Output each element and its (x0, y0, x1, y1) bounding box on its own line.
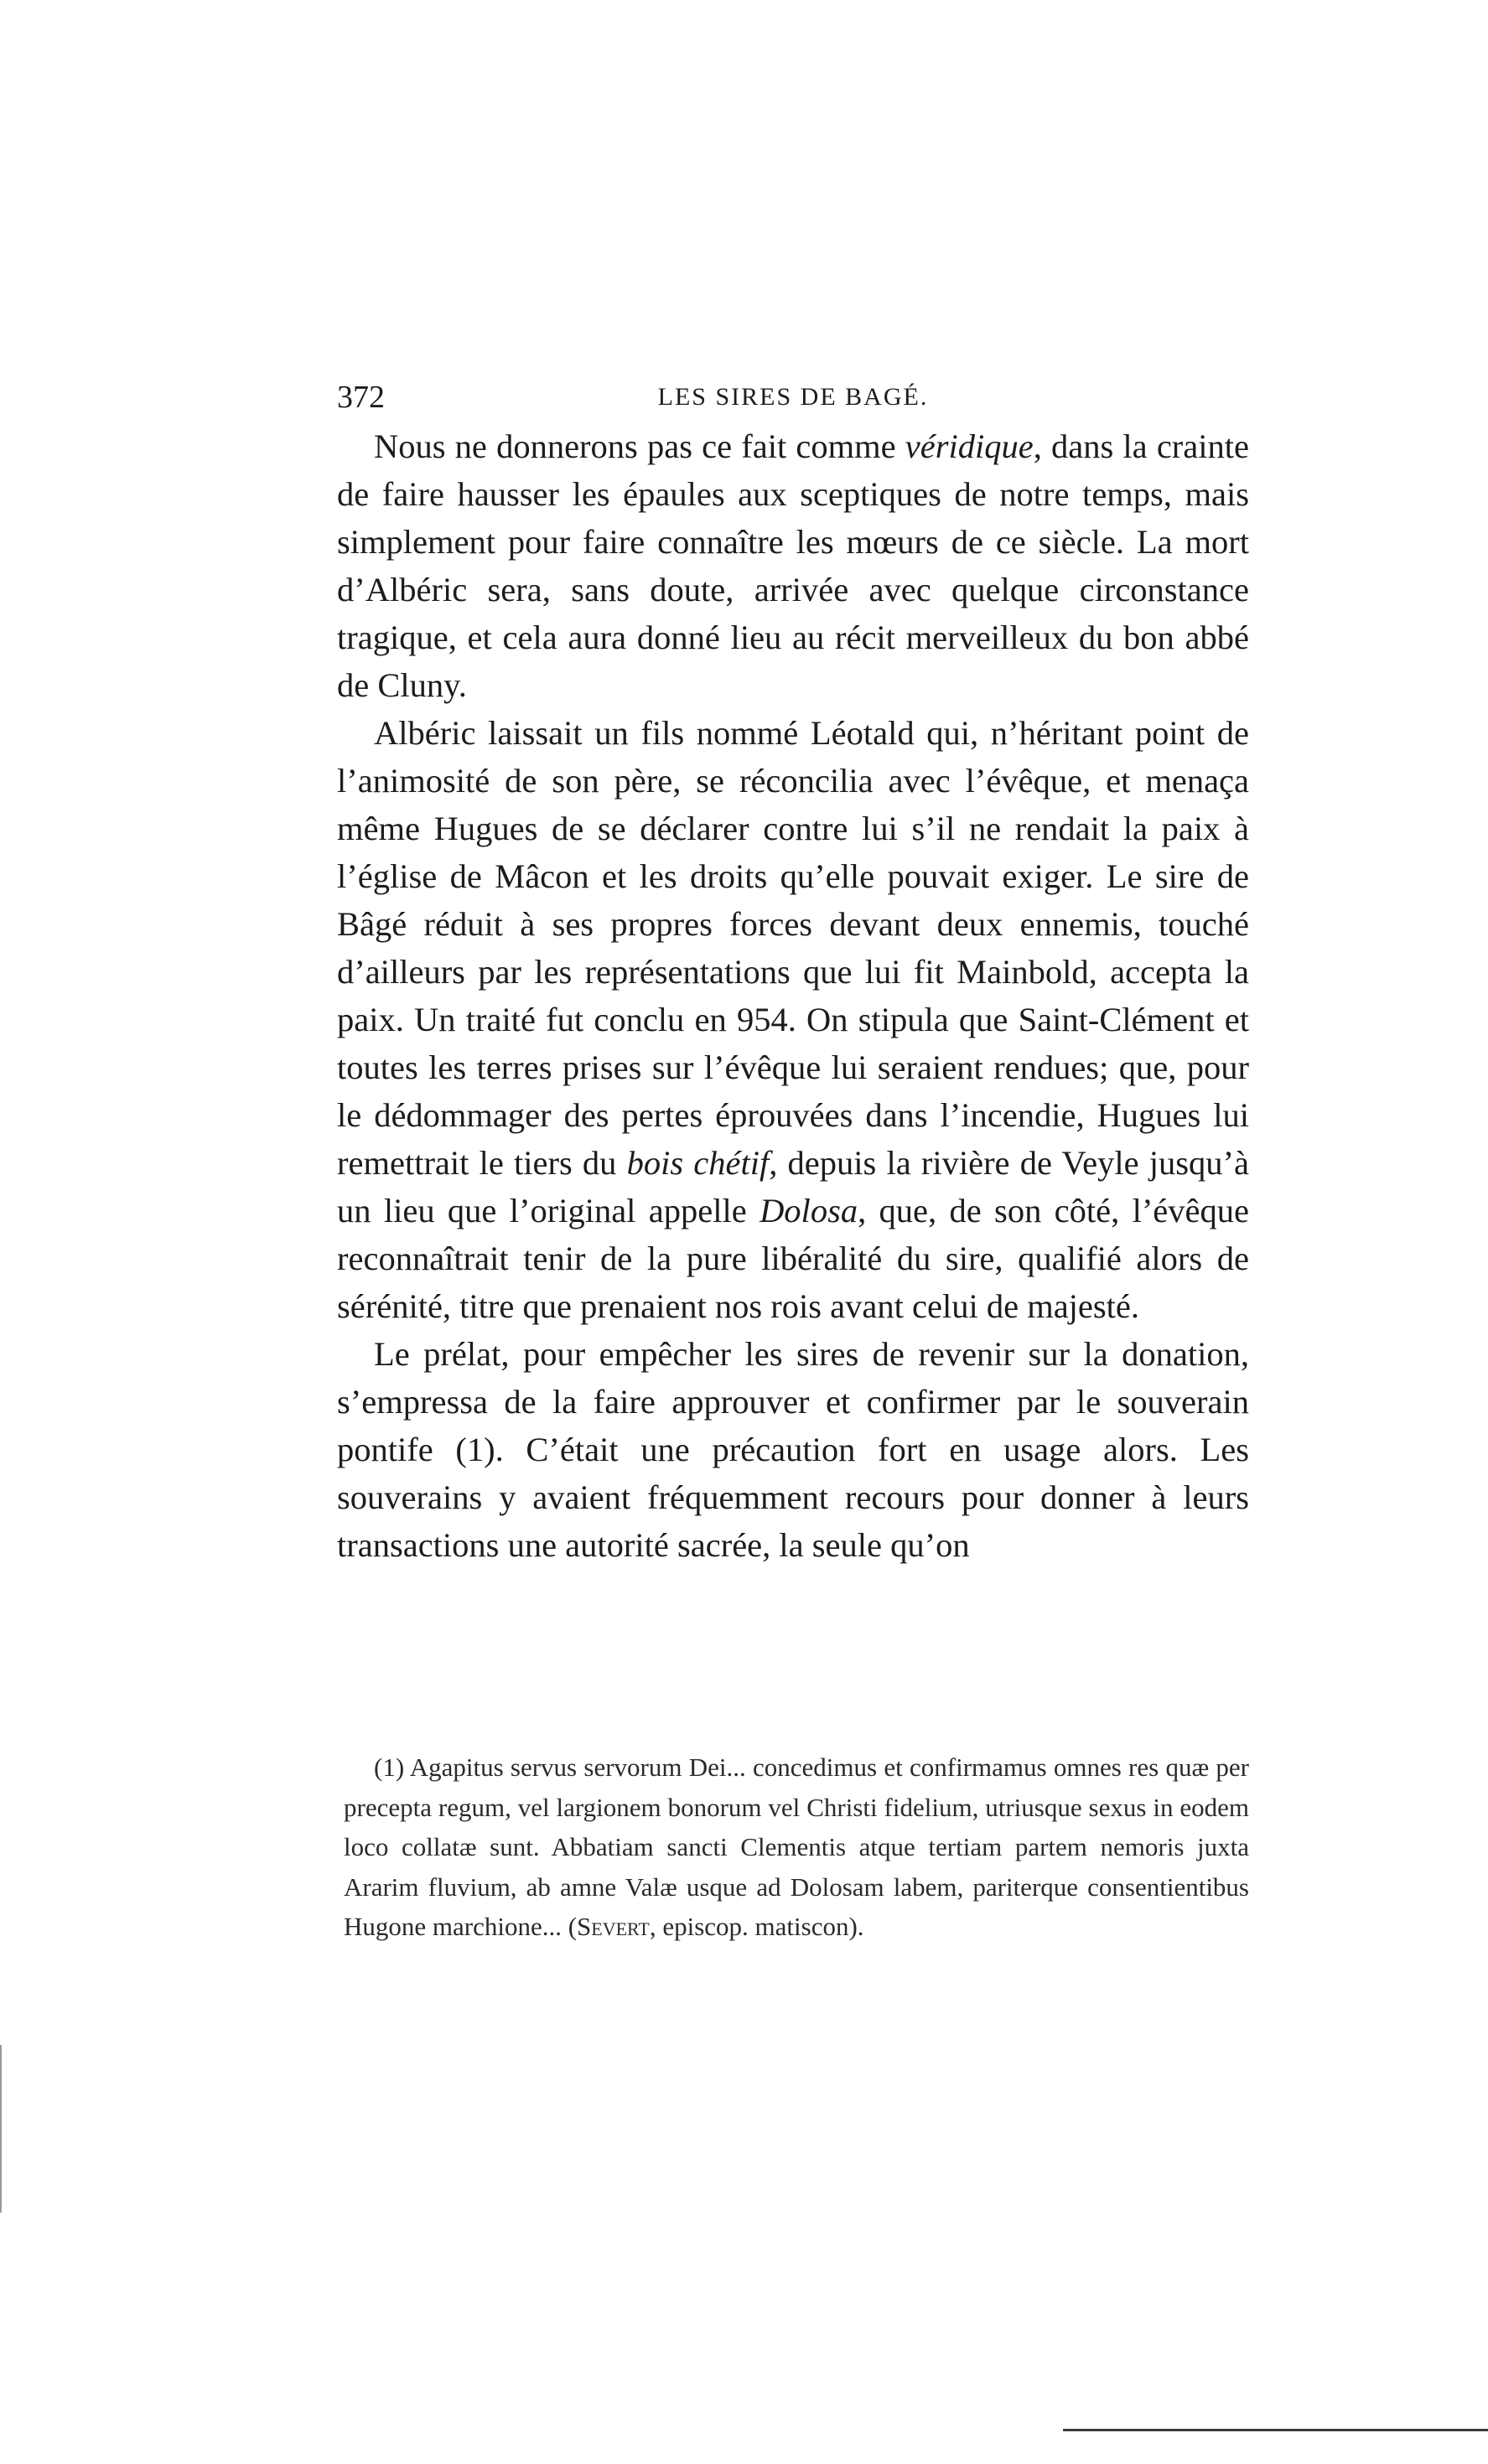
paragraph-2 (337, 709, 1249, 1330)
footnote-1 (344, 1747, 1249, 1947)
paragraph-3: Le prélat, pour empêcher les sires de revenir sur la donation, s’empressa de la faire approuver et confirmer par le souverain pontife (1). C’était une précaution fort en usage alors. Les souverains y avaient fréquemment recours pour donner à leurs transactions une autorité sacrée, la seule qu’on (337, 1335, 1249, 1564)
p1-text-a: Nous ne donnerons pas ce fait comme (374, 427, 905, 465)
p2-italic-2: Dolosa (760, 1192, 858, 1229)
p1-italic: véridique (905, 427, 1034, 465)
footnote-author: Severt (577, 1912, 650, 1941)
page-number: 372 (337, 380, 385, 415)
p1-text-b: , dans la crainte de faire hausser les épaules aux sceptiques de notre temps, mais simplement pour faire connaître les mœurs de ce siècle. La mort d’Albéric sera, sans doute, arrivée avec quelque circonstance tragique, et cela aura donné lieu au récit merveilleux du bon abbé de Cluny. (337, 427, 1249, 704)
footnote-section (344, 1747, 1249, 1947)
bottom-rule (1063, 2429, 1488, 2431)
p2-text-b: , depuis la rivière de Veyle jusqu’à un lieu que l’original appelle (337, 1144, 1249, 1229)
footnote-text-b: , episcop. matiscon). (649, 1912, 864, 1941)
main-text (337, 422, 1249, 1569)
page-header (337, 372, 1249, 422)
p2-italic-1: bois chétif (626, 1144, 770, 1182)
p2-text-a: Albéric laissait un fils nommé Léotald qui, n’héritant point de l’animosité de son père, se réconcilia avec l’évêque, et menaça même Hugues de se déclarer contre lui s’il ne rendait la paix à l’église de Mâcon et les droits qu’elle pouvait exiger. Le sire de Bâgé réduit à ses propres forces devant deux ennemis, touché d’ailleurs par les représentations que lui fit Mainbold, accepta la paix. Un traité fut conclu en 954. On stipula que Saint-Clément et toutes les terres prises sur l’évêque lui seraient rendues; que, pour le dédommager des pertes éprouvées dans l’incendie, Hugues lui remettrait le tiers du (337, 714, 1249, 1182)
p2-text-c: , que, de son côté, l’évêque reconnaîtrait tenir de la pure libéralité du sire, qualifié alors de sérénité, titre que prenaient nos rois avant celui de majesté. (337, 1192, 1249, 1325)
footnote-text-a: (1) Agapitus servus servorum Dei... concedimus et confirmamus omnes res quæ per precepta regum, vel largionem bonorum vel Christi fidelium, utriusque sexus in eodem loco collatæ sunt. Abbatiam sancti Clementis atque tertiam partem nemoris juxta Ararim fluvium, ab amne Valæ usque ad Dolosam labem, pariterque consentientibus Hugone marchione... ( (344, 1752, 1249, 1941)
running-title: LES SIRES DE BAGÉ. (657, 383, 929, 411)
scan-edge-mark (0, 2045, 2, 2213)
paragraph-1 (337, 422, 1249, 709)
